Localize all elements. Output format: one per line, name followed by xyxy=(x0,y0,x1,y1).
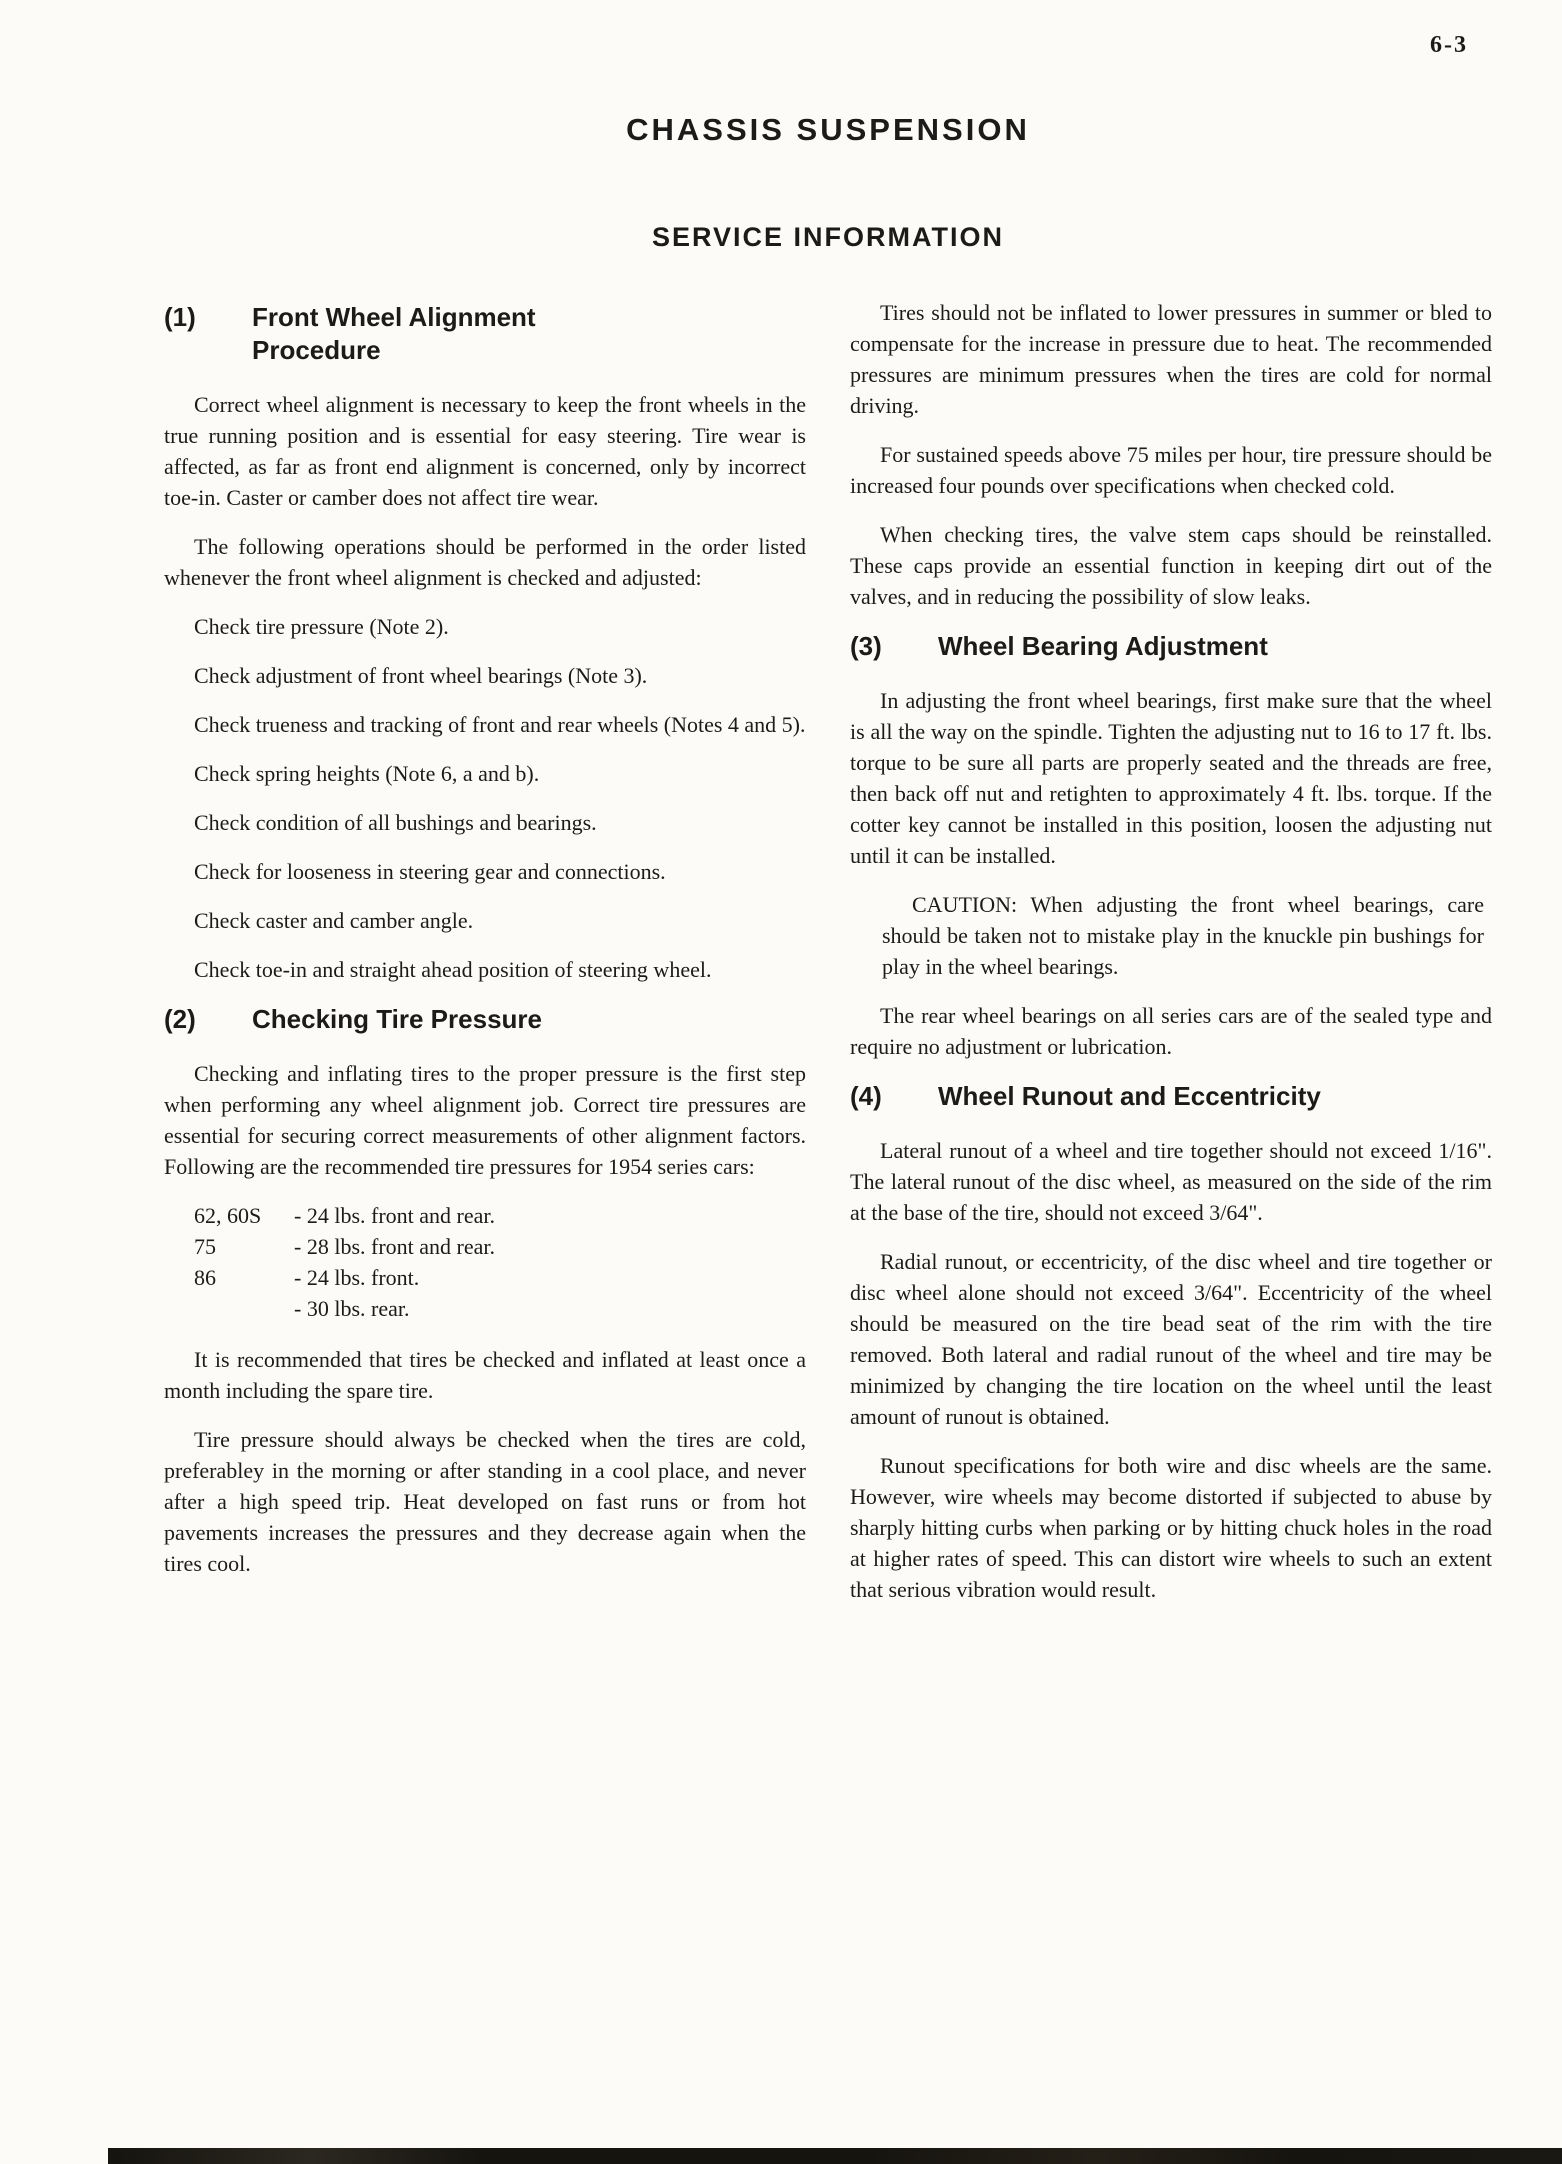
left-column xyxy=(164,297,806,1597)
paragraph: It is recommended that tires be checked and inflated at least once a month including the spare tire. xyxy=(164,1347,806,1403)
check-list-item: Check caster and camber angle. xyxy=(194,908,474,933)
paragraph: Tire pressure should always be checked when the tires are cold, preferabley in the morning or after standing in a cool place, and never after a high speed trip. Heat developed on fast runs or from hot pavements increases the pressures and they decrease again when the tires cool. xyxy=(164,1427,806,1576)
section-2-title: Checking Tire Pressure xyxy=(252,1004,542,1034)
page-content xyxy=(0,112,1562,1623)
paragraph: Lateral runout of a wheel and tire together should not exceed 1/16". The lateral runout of the disc wheel, as measured on the side of the rim at the base of the tire, should not exceed 3/64". xyxy=(850,1138,1492,1225)
check-list-item: Check toe-in and straight ahead position of steering wheel. xyxy=(194,957,712,982)
tire-pressure-row xyxy=(194,1231,806,1262)
section-1-title xyxy=(252,301,806,367)
two-column-layout xyxy=(164,297,1492,1623)
paragraph: Runout specifications for both wire and disc wheels are the same. However, wire wheels may become distorted if subjected to abuse by sharply hitting curbs when parking or by hitting chuck holes in the road at higher rates of speed. This can distort wire wheels to such an extent that serious vibration would result. xyxy=(850,1453,1492,1602)
check-list-item: Check spring heights (Note 6, a and b). xyxy=(194,761,540,786)
page-number: 6-3 xyxy=(1430,32,1468,58)
page-title: CHASSIS SUSPENSION xyxy=(626,112,1030,147)
check-list-item: Check for looseness in steering gear and connections. xyxy=(194,859,666,884)
section-1-heading xyxy=(164,301,806,367)
section-2-heading xyxy=(164,1003,806,1036)
paragraph: Tires should not be inflated to lower pressures in summer or bled to compensate for the increase in pressure due to heat. The recommended pressures are minimum pressures when the tires are cold for normal driving. xyxy=(850,300,1492,418)
tire-pressure-row xyxy=(194,1293,806,1324)
right-column xyxy=(850,297,1492,1623)
paragraph: Checking and inflating tires to the proper pressure is the first step when performing any wheel alignment job. Correct tire pressures are essential for securing correct measurements of other alignment factors. Following are the recommended tire pressures for 1954 series cars: xyxy=(164,1061,806,1179)
tire-pressure-row xyxy=(194,1262,806,1293)
check-list-item: Check tire pressure (Note 2). xyxy=(194,614,449,639)
car-series: 75 xyxy=(194,1234,216,1259)
pressure-spec: - 30 lbs. rear. xyxy=(294,1296,410,1321)
car-series: 62, 60S xyxy=(194,1203,262,1228)
tire-pressure-row xyxy=(194,1200,806,1231)
section-1-title-line2: Procedure xyxy=(252,335,381,365)
check-list-item: Check trueness and tracking of front and rear wheels (Notes 4 and 5). xyxy=(194,712,806,737)
section-4-title: Wheel Runout and Eccentricity xyxy=(938,1081,1321,1111)
pressure-spec: - 24 lbs. front and rear. xyxy=(294,1203,495,1228)
car-series xyxy=(194,1293,294,1324)
paragraph: The rear wheel bearings on all series cars are of the sealed type and require no adjustment or lubrication. xyxy=(850,1003,1492,1059)
section-3-number: (3) xyxy=(850,631,882,661)
check-list-item: Check condition of all bushings and bearings. xyxy=(194,810,597,835)
paragraph: Correct wheel alignment is necessary to keep the front wheels in the true running position and is essential for easy steering. Tire wear is affected, as far as front end alignment is concerned, only by incorrect toe-in. Caster or camber does not affect tire wear. xyxy=(164,392,806,510)
section-1-title-line1: Front Wheel Alignment xyxy=(252,302,536,332)
pressure-spec: - 28 lbs. front and rear. xyxy=(294,1234,495,1259)
section-3-heading xyxy=(850,630,1492,663)
paragraph: Radial runout, or eccentricity, of the disc wheel and tire together or disc wheel alone should not exceed 3/64". Eccentricity of the wheel should be measured on the tire bead seat of the rim with the tire removed. Both lateral and radial runout of the wheel and tire may be minimized by changing the tire location on the wheel until the least amount of runout is obtained. xyxy=(850,1249,1492,1429)
section-1-number: (1) xyxy=(164,302,196,332)
section-3-title: Wheel Bearing Adjustment xyxy=(938,631,1268,661)
section-4-number: (4) xyxy=(850,1081,882,1111)
car-series: 86 xyxy=(194,1265,216,1290)
paragraph: The following operations should be performed in the order listed whenever the front wheel alignment is checked and adjusted: xyxy=(164,534,806,590)
pressure-spec: - 24 lbs. front. xyxy=(294,1265,420,1290)
section-4-heading xyxy=(850,1080,1492,1113)
check-list-item: Check adjustment of front wheel bearings (Note 3). xyxy=(194,663,648,688)
tire-pressure-list xyxy=(194,1200,806,1324)
page-subtitle: SERVICE INFORMATION xyxy=(651,222,1005,252)
paragraph: When checking tires, the valve stem caps should be reinstalled. These caps provide an essential function in keeping dirt out of the valves, and in reducing the possibility of slow leaks. xyxy=(850,522,1492,609)
paragraph: For sustained speeds above 75 miles per hour, tire pressure should be increased four pounds over specifications when checked cold. xyxy=(850,442,1492,498)
caution-paragraph: CAUTION: When adjusting the front wheel bearings, care should be taken not to mistake play in the knuckle pin bushings for play in the wheel bearings. xyxy=(882,892,1484,979)
scan-bottom-edge xyxy=(108,2148,1562,2164)
paragraph: In adjusting the front wheel bearings, first make sure that the wheel is all the way on the spindle. Tighten the adjusting nut to 16 to 17 ft. lbs. torque to be sure all parts are properly seated and the threads are free, then back off nut and retighten to approximately 4 ft. lbs. torque. If the cotter key cannot be installed in this position, loosen the adjusting nut until it can be installed. xyxy=(850,688,1492,868)
section-2-number: (2) xyxy=(164,1004,196,1034)
